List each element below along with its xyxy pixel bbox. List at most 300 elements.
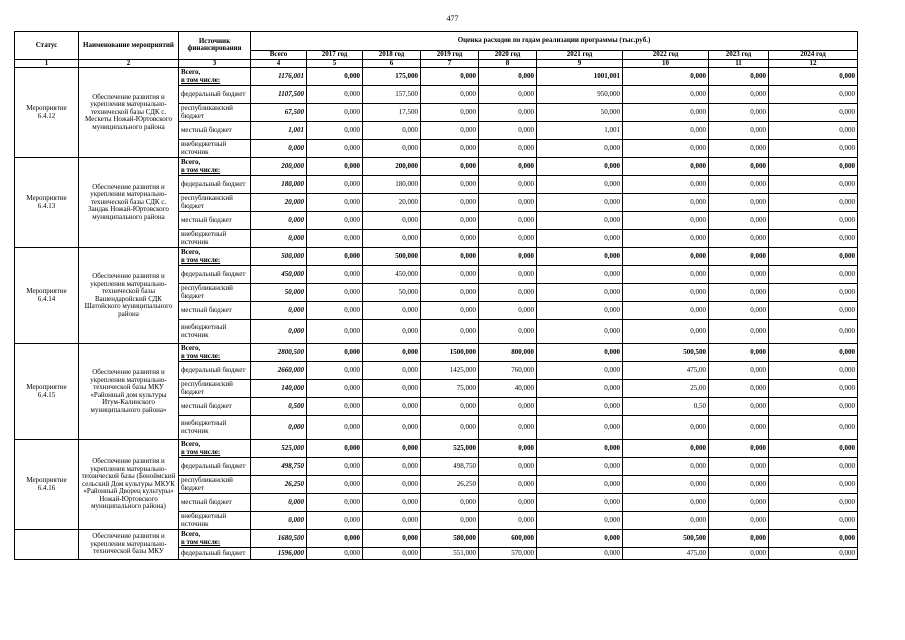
- column-number: 3: [179, 59, 251, 68]
- total-value-cell: 500,000: [251, 248, 307, 266]
- year-value-cell: 1,001: [537, 122, 623, 140]
- year-value-cell: 0,000: [769, 68, 858, 86]
- year-value-cell: 0,000: [709, 476, 769, 494]
- year-value-cell: 800,000: [479, 344, 537, 362]
- column-number: 7: [421, 59, 479, 68]
- source-total-sub: в том числе:: [181, 351, 221, 360]
- year-value-cell: 0,000: [479, 476, 537, 494]
- year-value-cell: 0,000: [623, 320, 709, 344]
- year-value-cell: 0,000: [769, 194, 858, 212]
- year-value-cell: 0,000: [709, 284, 769, 302]
- source-total-label: Всего,: [181, 344, 201, 352]
- year-value-cell: 0,000: [479, 230, 537, 248]
- year-value-cell: 0,000: [479, 86, 537, 104]
- source-cell: республиканский бюджет: [179, 284, 251, 302]
- year-value-cell: 0,000: [479, 212, 537, 230]
- year-value-cell: 1500,000: [421, 344, 479, 362]
- year-value-cell: 0,000: [709, 140, 769, 158]
- year-value-cell: 0,000: [537, 212, 623, 230]
- year-value-cell: 570,000: [479, 548, 537, 560]
- total-value-cell: 1596,000: [251, 548, 307, 560]
- year-value-cell: 0,000: [709, 122, 769, 140]
- group-total-row: [15, 440, 858, 458]
- year-value-cell: 0,000: [769, 548, 858, 560]
- year-value-cell: 0,000: [709, 512, 769, 530]
- year-value-cell: 0,000: [363, 548, 421, 560]
- year-value-cell: 0,000: [307, 266, 363, 284]
- year-value-cell: 0,000: [709, 266, 769, 284]
- year-value-cell: 0,000: [537, 248, 623, 266]
- year-value-cell: 0,000: [363, 476, 421, 494]
- source-cell: республиканский бюджет: [179, 380, 251, 398]
- year-value-cell: 0,000: [363, 122, 421, 140]
- source-cell: республиканский бюджет: [179, 104, 251, 122]
- year-value-cell: 0,000: [623, 104, 709, 122]
- total-value-cell: 0,000: [251, 320, 307, 344]
- year-value-cell: 0,000: [537, 416, 623, 440]
- total-value-cell: 498,750: [251, 458, 307, 476]
- header-source: Источник финансирования: [179, 32, 251, 60]
- year-value-cell: 0,000: [769, 440, 858, 458]
- source-cell: республиканский бюджет: [179, 194, 251, 212]
- year-value-cell: 0,000: [537, 440, 623, 458]
- year-value-cell: 0,000: [421, 140, 479, 158]
- year-value-cell: 40,000: [479, 380, 537, 398]
- year-value-cell: 0,000: [363, 512, 421, 530]
- year-value-cell: 0,000: [307, 140, 363, 158]
- column-number: 4: [251, 59, 307, 68]
- header-year: 2023 год: [709, 51, 769, 60]
- year-value-cell: 498,750: [421, 458, 479, 476]
- year-value-cell: 0,000: [769, 212, 858, 230]
- year-value-cell: 0,000: [479, 68, 537, 86]
- year-value-cell: 500,500: [623, 344, 709, 362]
- year-value-cell: 0,000: [479, 284, 537, 302]
- year-value-cell: 0,000: [363, 416, 421, 440]
- year-value-cell: 180,000: [363, 176, 421, 194]
- year-value-cell: 0,000: [709, 548, 769, 560]
- year-value-cell: 0,000: [769, 512, 858, 530]
- year-value-cell: 0,000: [709, 344, 769, 362]
- total-value-cell: 1107,500: [251, 86, 307, 104]
- year-value-cell: 580,000: [421, 530, 479, 548]
- year-value-cell: 0,000: [769, 344, 858, 362]
- year-value-cell: 0,000: [623, 440, 709, 458]
- year-value-cell: 0,000: [769, 104, 858, 122]
- source-cell: местный бюджет: [179, 122, 251, 140]
- year-value-cell: 0,000: [709, 248, 769, 266]
- total-value-cell: 1,001: [251, 122, 307, 140]
- source-cell: местный бюджет: [179, 494, 251, 512]
- year-value-cell: 0,000: [421, 104, 479, 122]
- year-value-cell: 50,000: [363, 284, 421, 302]
- header-year: 2019 год: [421, 51, 479, 60]
- source-total-sub: в том числе:: [181, 537, 221, 546]
- year-value-cell: 0,000: [363, 212, 421, 230]
- year-value-cell: 0,000: [537, 266, 623, 284]
- year-value-cell: 0,000: [307, 194, 363, 212]
- year-value-cell: 0,000: [307, 416, 363, 440]
- year-value-cell: 0,000: [307, 362, 363, 380]
- year-value-cell: 0,000: [623, 194, 709, 212]
- year-value-cell: 0,000: [307, 158, 363, 176]
- year-value-cell: 0,000: [363, 398, 421, 416]
- group-total-row: [15, 68, 858, 86]
- year-value-cell: 0,000: [421, 512, 479, 530]
- column-number: 8: [479, 59, 537, 68]
- year-value-cell: 0,000: [623, 302, 709, 320]
- year-value-cell: 0,000: [623, 230, 709, 248]
- activity-name-cell: Обеспечение развития и укрепления материально-технической базы (Беноймский сельский Дом культуры МКУК «Районный Дворец культуры» Ножай-Юртовского муниципального района): [79, 440, 179, 530]
- year-value-cell: 0,000: [307, 248, 363, 266]
- year-value-cell: 0,000: [709, 458, 769, 476]
- source-cell: местный бюджет: [179, 398, 251, 416]
- source-cell: [179, 248, 251, 266]
- year-value-cell: 0,000: [479, 302, 537, 320]
- year-value-cell: 0,000: [537, 530, 623, 548]
- year-value-cell: 0,000: [479, 176, 537, 194]
- source-total-label: Всего,: [181, 248, 201, 256]
- year-value-cell: 0,000: [537, 362, 623, 380]
- year-value-cell: 0,000: [769, 362, 858, 380]
- total-value-cell: 0,500: [251, 398, 307, 416]
- year-value-cell: 0,000: [421, 284, 479, 302]
- year-value-cell: 0,000: [307, 212, 363, 230]
- year-value-cell: 0,000: [709, 320, 769, 344]
- year-value-cell: 0,000: [769, 302, 858, 320]
- year-value-cell: 0,000: [479, 122, 537, 140]
- group-total-row: [15, 344, 858, 362]
- year-value-cell: 0,000: [479, 494, 537, 512]
- year-value-cell: 0,000: [537, 494, 623, 512]
- year-value-cell: 0,000: [769, 176, 858, 194]
- header-year: 2017 год: [307, 51, 363, 60]
- year-value-cell: 0,000: [479, 266, 537, 284]
- year-value-cell: 0,000: [307, 398, 363, 416]
- year-value-cell: 0,000: [307, 176, 363, 194]
- year-value-cell: 0,000: [623, 458, 709, 476]
- year-value-cell: 0,000: [307, 230, 363, 248]
- year-value-cell: 0,000: [363, 530, 421, 548]
- source-cell: местный бюджет: [179, 302, 251, 320]
- year-value-cell: 0,000: [421, 158, 479, 176]
- year-value-cell: 0,000: [769, 530, 858, 548]
- year-value-cell: 0,000: [769, 122, 858, 140]
- year-value-cell: 0,000: [537, 230, 623, 248]
- status-cell: Мероприятие 6.4.13: [15, 158, 79, 248]
- year-value-cell: 20,000: [363, 194, 421, 212]
- source-cell: федеральный бюджет: [179, 266, 251, 284]
- year-value-cell: 0,000: [307, 548, 363, 560]
- year-value-cell: 0,000: [479, 320, 537, 344]
- year-value-cell: 0,000: [479, 458, 537, 476]
- year-value-cell: 0,000: [421, 212, 479, 230]
- activity-name-cell: Обеспечение развития и укрепления материально-технической базы Вашендаройский СДК Шатойского муниципального района: [79, 248, 179, 344]
- total-value-cell: 1176,001: [251, 68, 307, 86]
- year-value-cell: 0,000: [307, 122, 363, 140]
- year-value-cell: 50,000: [537, 104, 623, 122]
- total-value-cell: 20,000: [251, 194, 307, 212]
- year-value-cell: 0,000: [709, 398, 769, 416]
- year-value-cell: 0,000: [479, 140, 537, 158]
- year-value-cell: 0,000: [769, 398, 858, 416]
- year-value-cell: 0,000: [537, 158, 623, 176]
- total-value-cell: 450,000: [251, 266, 307, 284]
- year-value-cell: 0,000: [307, 86, 363, 104]
- year-value-cell: 475,00: [623, 548, 709, 560]
- year-value-cell: 0,000: [363, 380, 421, 398]
- year-value-cell: 157,500: [363, 86, 421, 104]
- source-cell: федеральный бюджет: [179, 458, 251, 476]
- year-value-cell: 0,000: [537, 512, 623, 530]
- year-value-cell: 0,000: [623, 158, 709, 176]
- year-value-cell: 0,000: [623, 476, 709, 494]
- year-value-cell: 0,000: [537, 194, 623, 212]
- header-year: 2024 год: [769, 51, 858, 60]
- year-value-cell: 0,000: [307, 458, 363, 476]
- year-value-cell: 0,000: [623, 266, 709, 284]
- activity-name-cell: Обеспечение развития и укрепления материально-технической базы СДК с. Зандак Ножай-Юртовского муниципального района: [79, 158, 179, 248]
- year-value-cell: 0,000: [709, 68, 769, 86]
- year-value-cell: 0,000: [769, 494, 858, 512]
- group-total-row: [15, 158, 858, 176]
- year-value-cell: 0,000: [363, 362, 421, 380]
- year-value-cell: 0,000: [421, 398, 479, 416]
- total-value-cell: 0,000: [251, 302, 307, 320]
- year-value-cell: 0,000: [307, 440, 363, 458]
- year-value-cell: 0,000: [479, 512, 537, 530]
- year-value-cell: 0,000: [769, 230, 858, 248]
- year-value-cell: 26,250: [421, 476, 479, 494]
- year-value-cell: 0,000: [421, 416, 479, 440]
- column-number: 12: [769, 59, 858, 68]
- source-cell: внебюджетный источник: [179, 140, 251, 158]
- header-estimate: Оценка расходов по годам реализации программы (тыс.руб.): [251, 32, 858, 51]
- year-value-cell: 760,000: [479, 362, 537, 380]
- year-value-cell: 0,000: [479, 440, 537, 458]
- status-cell: Мероприятие 6.4.14: [15, 248, 79, 344]
- column-number: 5: [307, 59, 363, 68]
- source-cell: федеральный бюджет: [179, 548, 251, 560]
- source-total-label: Всего,: [181, 440, 201, 448]
- year-value-cell: 0,000: [623, 212, 709, 230]
- year-value-cell: 0,000: [307, 530, 363, 548]
- header-status: Статус: [15, 32, 79, 60]
- year-value-cell: 0,000: [421, 248, 479, 266]
- source-total-label: Всего,: [181, 530, 201, 538]
- budget-table: [14, 31, 858, 560]
- header-year: 2021 год: [537, 51, 623, 60]
- header-name: Наименование мероприятий: [79, 32, 179, 60]
- source-total-sub: в том числе:: [181, 75, 221, 84]
- year-value-cell: 0,000: [709, 176, 769, 194]
- year-value-cell: 0,000: [623, 176, 709, 194]
- total-value-cell: 1680,500: [251, 530, 307, 548]
- year-value-cell: 0,000: [421, 86, 479, 104]
- total-value-cell: 0,000: [251, 494, 307, 512]
- total-value-cell: 2800,500: [251, 344, 307, 362]
- year-value-cell: 0,000: [769, 416, 858, 440]
- year-value-cell: 0,000: [307, 494, 363, 512]
- year-value-cell: 1001,001: [537, 68, 623, 86]
- column-number: 9: [537, 59, 623, 68]
- year-value-cell: 0,000: [537, 176, 623, 194]
- activity-name-cell: Обеспечение развития и укрепления материально-технической базы МКУ «Районный дом культуры Итум-Калинского муниципального района»: [79, 344, 179, 440]
- source-cell: [179, 530, 251, 548]
- year-value-cell: 0,000: [623, 68, 709, 86]
- year-value-cell: 551,000: [421, 548, 479, 560]
- source-cell: внебюджетный источник: [179, 416, 251, 440]
- year-value-cell: 0,000: [537, 344, 623, 362]
- source-cell: местный бюджет: [179, 212, 251, 230]
- year-value-cell: 0,000: [709, 104, 769, 122]
- year-value-cell: 600,000: [479, 530, 537, 548]
- year-value-cell: 0,000: [307, 380, 363, 398]
- year-value-cell: 0,000: [363, 494, 421, 512]
- year-value-cell: 0,000: [363, 440, 421, 458]
- status-cell: Мероприятие 6.4.16: [15, 440, 79, 530]
- activity-name-cell: Обеспечение развития и укрепления материально-технической базы МКУ: [79, 530, 179, 560]
- year-value-cell: 0,000: [623, 248, 709, 266]
- year-value-cell: 0,000: [709, 230, 769, 248]
- table-body: [15, 68, 858, 560]
- group-total-row: [15, 530, 858, 548]
- year-value-cell: 525,000: [421, 440, 479, 458]
- year-value-cell: 0,000: [307, 512, 363, 530]
- source-cell: [179, 440, 251, 458]
- year-value-cell: 0,000: [421, 122, 479, 140]
- column-number: 2: [79, 59, 179, 68]
- total-value-cell: 0,000: [251, 512, 307, 530]
- year-value-cell: 0,000: [623, 494, 709, 512]
- header-year: 2022 год: [623, 51, 709, 60]
- year-value-cell: 0,000: [709, 362, 769, 380]
- page-number: 477: [446, 14, 459, 23]
- source-total-label: Всего,: [181, 158, 201, 166]
- column-number: 1: [15, 59, 79, 68]
- year-value-cell: 0,000: [479, 194, 537, 212]
- header-year: 2018 год: [363, 51, 421, 60]
- year-value-cell: 0,000: [537, 302, 623, 320]
- total-value-cell: 50,000: [251, 284, 307, 302]
- total-value-cell: 140,000: [251, 380, 307, 398]
- year-value-cell: 0,000: [623, 512, 709, 530]
- total-value-cell: 2660,000: [251, 362, 307, 380]
- year-value-cell: 0,000: [307, 320, 363, 344]
- year-value-cell: 0,000: [623, 86, 709, 104]
- year-value-cell: 1425,000: [421, 362, 479, 380]
- year-value-cell: 0,000: [479, 248, 537, 266]
- year-value-cell: 0,000: [709, 158, 769, 176]
- year-value-cell: 450,000: [363, 266, 421, 284]
- year-value-cell: 0,000: [623, 284, 709, 302]
- year-value-cell: 0,000: [363, 344, 421, 362]
- source-cell: республиканский бюджет: [179, 476, 251, 494]
- year-value-cell: 950,000: [537, 86, 623, 104]
- year-value-cell: 0,000: [307, 68, 363, 86]
- year-value-cell: 0,000: [769, 140, 858, 158]
- source-cell: федеральный бюджет: [179, 362, 251, 380]
- year-value-cell: 0,000: [709, 212, 769, 230]
- column-number: 6: [363, 59, 421, 68]
- total-value-cell: 0,000: [251, 140, 307, 158]
- total-value-cell: 0,000: [251, 212, 307, 230]
- year-value-cell: 0,000: [363, 302, 421, 320]
- year-value-cell: 500,500: [623, 530, 709, 548]
- year-value-cell: 0,000: [363, 320, 421, 344]
- year-value-cell: 0,000: [537, 320, 623, 344]
- total-value-cell: 200,000: [251, 158, 307, 176]
- year-value-cell: 0,000: [421, 320, 479, 344]
- year-value-cell: 0,000: [479, 416, 537, 440]
- year-value-cell: 0,000: [537, 398, 623, 416]
- year-value-cell: 0,000: [307, 476, 363, 494]
- year-value-cell: 175,000: [363, 68, 421, 86]
- source-cell: [179, 158, 251, 176]
- year-value-cell: 0,000: [537, 476, 623, 494]
- year-value-cell: 0,000: [421, 194, 479, 212]
- header-total: Всего: [251, 51, 307, 60]
- status-cell: Мероприятие 6.4.15: [15, 344, 79, 440]
- total-value-cell: 180,000: [251, 176, 307, 194]
- year-value-cell: 0,000: [769, 476, 858, 494]
- year-value-cell: 0,000: [421, 266, 479, 284]
- year-value-cell: 0,000: [709, 440, 769, 458]
- year-value-cell: 200,000: [363, 158, 421, 176]
- year-value-cell: 0,000: [363, 458, 421, 476]
- total-value-cell: 67,500: [251, 104, 307, 122]
- year-value-cell: 25,00: [623, 380, 709, 398]
- year-value-cell: 0,000: [709, 302, 769, 320]
- year-value-cell: 0,000: [421, 176, 479, 194]
- year-value-cell: 0,000: [537, 380, 623, 398]
- year-value-cell: 0,000: [421, 494, 479, 512]
- year-value-cell: 0,000: [363, 230, 421, 248]
- year-value-cell: 0,000: [307, 344, 363, 362]
- year-value-cell: 0,000: [307, 284, 363, 302]
- source-total-sub: в том числе:: [181, 447, 221, 456]
- year-value-cell: 0,000: [709, 530, 769, 548]
- year-value-cell: 0,000: [709, 416, 769, 440]
- source-cell: внебюджетный источник: [179, 320, 251, 344]
- year-value-cell: 0,000: [769, 158, 858, 176]
- year-value-cell: 0,000: [769, 458, 858, 476]
- year-value-cell: 475,00: [623, 362, 709, 380]
- year-value-cell: 0,000: [421, 230, 479, 248]
- year-value-cell: 0,000: [709, 494, 769, 512]
- source-cell: [179, 344, 251, 362]
- status-cell: Мероприятие 6.4.12: [15, 68, 79, 158]
- status-cell: [15, 530, 79, 560]
- year-value-cell: 0,000: [479, 398, 537, 416]
- column-number: 10: [623, 59, 709, 68]
- year-value-cell: 0,000: [421, 302, 479, 320]
- year-value-cell: 0,000: [709, 380, 769, 398]
- year-value-cell: 0,000: [769, 86, 858, 104]
- year-value-cell: 0,000: [623, 140, 709, 158]
- source-total-sub: в том числе:: [181, 255, 221, 264]
- year-value-cell: 0,000: [421, 68, 479, 86]
- year-value-cell: 0,000: [479, 104, 537, 122]
- header-year: 2020 год: [479, 51, 537, 60]
- year-value-cell: 0,000: [363, 140, 421, 158]
- year-value-cell: 0,000: [709, 194, 769, 212]
- year-value-cell: 0,000: [623, 416, 709, 440]
- year-value-cell: 0,000: [307, 104, 363, 122]
- year-value-cell: 0,000: [769, 320, 858, 344]
- year-value-cell: 0,000: [537, 284, 623, 302]
- year-value-cell: 0,000: [537, 548, 623, 560]
